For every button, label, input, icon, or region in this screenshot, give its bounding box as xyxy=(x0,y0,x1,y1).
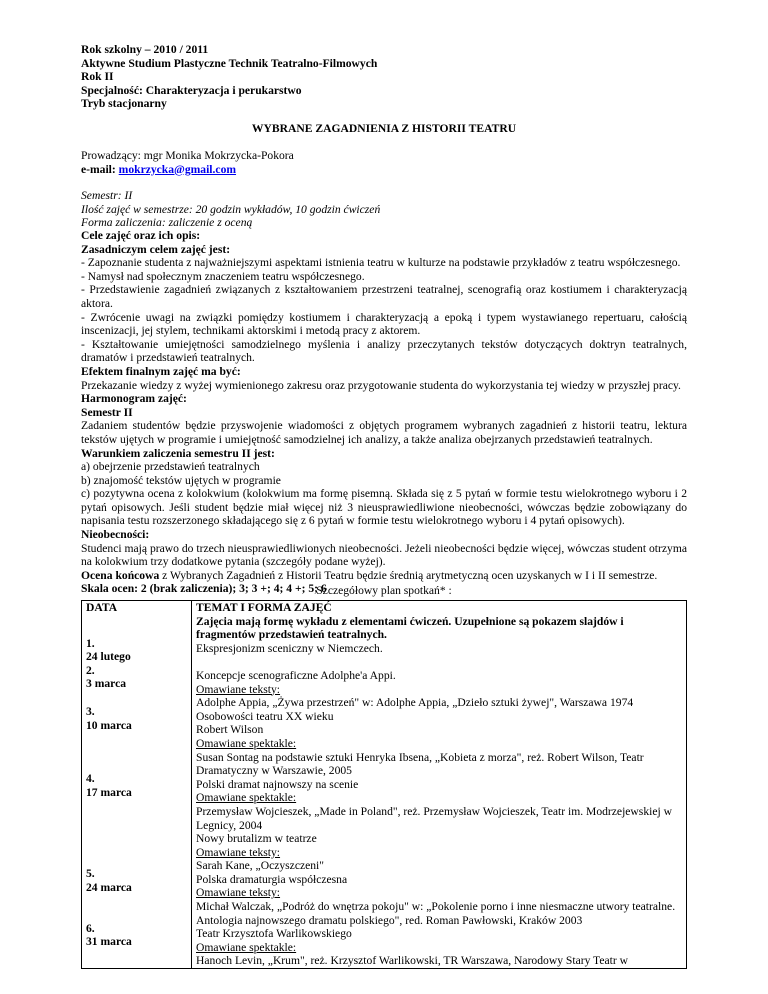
topic-column xyxy=(192,601,687,969)
meeting-plan-table xyxy=(81,600,687,969)
topic-line: Michał Walczak, „Podróż do wnętrza pokoju" w: „Pokolenie porno i inne niesmaczne utwory teatralne. Antologia najnowszego dramatu polskiego", red. Roman Pawłowski, Kraków 2003 xyxy=(196,900,676,927)
assessment-form: Forma zaliczenia: zaliczenie z oceną xyxy=(81,216,253,230)
topic-column-header: TEMAT I FORMA ZAJĘĆ xyxy=(196,601,332,614)
date-column-header: DATA xyxy=(86,601,118,614)
goal-item: - Namysł nad społecznym znaczeniem teatru współczesnego. xyxy=(81,269,365,283)
topic-line: Polska dramaturgia współczesna xyxy=(196,872,348,886)
topic-subheading: Omawiane spektakle: xyxy=(196,736,297,750)
study-mode: Tryb stacjonarny xyxy=(81,97,167,111)
meeting-number: 3. xyxy=(86,704,95,718)
topic-line: Nowy brutalizm w teatrze xyxy=(196,832,317,846)
requirement-item: a) obejrzenie przedstawień teatralnych xyxy=(81,460,260,474)
email-label: e-mail: xyxy=(81,162,119,176)
table-row xyxy=(82,601,687,969)
date-entry xyxy=(86,772,187,799)
goal-item: - Zwrócenie uwagi na związki pomiędzy kostiumem i charakteryzacją a epoką i typem wystawianego repertuaru, całością inscenizacji, jej stylem, technikami aktorskimi i metodą pracy z aktorem. xyxy=(81,310,687,338)
document-header xyxy=(81,43,687,111)
date-entry xyxy=(86,637,187,664)
year-of-study: Rok II xyxy=(81,70,114,84)
school-name: Aktywne Studium Plastyczne Technik Teatralno-Filmowych xyxy=(81,56,378,70)
topic-line: Ekspresjonizm sceniczny w Niemczech. xyxy=(196,641,383,655)
absences-heading: Nieobecności: xyxy=(81,528,150,542)
topic-subheading: Omawiane teksty: xyxy=(196,886,281,900)
requirement-item: c) pozytywna ocena z kolokwium (kolokwium ma formę pisemną. Składa się z 5 pytań w formie testu wielokrotnego wyboru i 2 pytań opisowych. Jeśli student będzie miał więcej niż 3 nieusprawiedliwione nieobecności, wówczas będzie zobowiązany do napisania testu rozszerzonego składającego się z 6 pytań w formie testu wielokrotnego wyboru i 4 pytań opisowych). xyxy=(81,487,687,528)
semester-hours: Ilość zajęć w semestrze: 20 godzin wykładów, 10 godzin ćwiczeń xyxy=(81,202,381,216)
topic-line: Koncepcje scenograficzne Adolphe'a Appi. xyxy=(196,668,396,682)
effect-text: Przekazanie wiedzy z wyżej wymienionego zakresu oraz przygotowanie studenta do wykorzystania tej wiedzy w przyszłej pracy. xyxy=(81,378,681,392)
topic-line: Polski dramat najnowszy na scenie xyxy=(196,777,359,791)
specialty: Specjalność: Charakteryzacja i perukarstwo xyxy=(81,83,302,97)
date-entry xyxy=(86,705,187,732)
topic-spacer xyxy=(196,655,682,669)
goal-item: - Zapoznanie studenta z najważniejszymi aspektami istnienia teatru w kulturze na podstawie przykładów z teatru współczesnego. xyxy=(81,256,681,270)
topic-line: Susan Sontag na podstawie sztuki Henryka Ibsena, „Kobieta z morza", reż. Robert Wilson, Teatr Dramatyczny w Warszawie, 2005 xyxy=(196,750,644,778)
topic-line: Teatr Krzysztofa Warlikowskiego xyxy=(196,927,352,941)
topic-line: Sarah Kane, „Oczyszczeni" xyxy=(196,859,325,873)
topic-line: Adolphe Appia, „Żywa przestrzeń" w: Adolphe Appia, „Dzieło sztuki żywej", Warszawa 1974 xyxy=(196,696,634,710)
meeting-date: 3 marca xyxy=(86,677,127,691)
course-description xyxy=(81,229,687,596)
meeting-number: 1. xyxy=(86,636,95,650)
semester-info xyxy=(81,189,687,230)
requirements-heading: Warunkiem zaliczenia semestru II jest: xyxy=(81,446,275,460)
semester-heading: Semestr II xyxy=(81,405,133,419)
plan-caption: Szczegółowy plan spotkań* : xyxy=(316,584,452,597)
course-title: WYBRANE ZAGADNIENIA Z HISTORII TEATRU xyxy=(251,122,517,135)
final-grade-label: Ocena końcowa xyxy=(81,568,160,582)
meeting-date: 17 marca xyxy=(86,785,132,799)
date-entry xyxy=(86,867,187,894)
date-entry xyxy=(86,922,187,949)
final-grade-text: z Wybranych Zagadnień z Historii Teatru będzie średnią arytmetyczną ocen uzyskanych w I i II semestrze. xyxy=(159,568,658,582)
topic-subheading: Omawiane spektakle: xyxy=(196,791,297,805)
absences-text: Studenci mają prawo do trzech nieusprawiedliwionych nieobecności. Jeżeli nieobecności będzie więcej, wówczas student otrzyma na kolokwium trzy dodatkowe pytania (szczegóły podane wyżej). xyxy=(81,541,687,569)
effect-heading: Efektem finalnym zajęć ma być: xyxy=(81,364,241,378)
goals-heading: Cele zajęć oraz ich opis: xyxy=(81,229,201,242)
grade-scale: Skala ocen: 2 (brak zaliczenia); 3; 3 +; 4; 4 +; 5; 6 xyxy=(81,582,327,596)
meeting-number: 4. xyxy=(86,772,95,786)
meeting-number: 6. xyxy=(86,921,95,935)
topic-line: Osobowości teatru XX wieku xyxy=(196,709,334,723)
topic-subheading: Omawiane teksty: xyxy=(196,682,281,696)
lecturer-block xyxy=(81,149,687,176)
email-link[interactable]: mokrzycka@gmail.com xyxy=(118,162,237,176)
topic-line: Hanoch Levin, „Krum", reż. Krzysztof Warlikowski, TR Warszawa, Narodowy Stary Teatr w xyxy=(196,954,628,968)
schedule-text: Zadaniem studentów będzie przyswojenie wiadomości z objętych programem wybranych zagadnień z historii teatru, lektura tekstów ujętych w programie i umiejętność samodzielnej ich analizy, a także analiza obejrzanych przedstawień teatralnych. xyxy=(81,419,687,446)
email-line xyxy=(81,163,687,177)
main-goal-heading: Zasadniczym celem zajęć jest: xyxy=(81,242,231,256)
schedule-heading: Harmonogram zajęć: xyxy=(81,392,187,406)
meeting-date: 24 marca xyxy=(86,880,132,894)
school-year: Rok szkolny – 2010 / 2011 xyxy=(81,43,209,56)
goal-item: - Przedstawienie zagadnień związanych z kształtowaniem przestrzeni teatralnej, scenografią oraz kostiumem i charakteryzacją aktora. xyxy=(81,283,687,310)
topic-line: Przemysław Wojcieszek, „Made in Poland", reż. Przemysław Wojcieszek, Teatr im. Modrzejewskiej w Legnicy, 2004 xyxy=(196,804,672,832)
date-entry xyxy=(86,664,187,691)
meeting-number: 2. xyxy=(86,663,95,677)
date-column xyxy=(82,601,192,969)
topic-subheading: Omawiane spektakle: xyxy=(196,940,297,954)
topic-subheading: Omawiane teksty: xyxy=(196,845,281,859)
meeting-number: 5. xyxy=(86,867,95,881)
semester-number: Semestr: II xyxy=(81,189,133,202)
topic-line: Robert Wilson xyxy=(196,723,264,737)
requirement-item: b) znajomość tekstów ujętych w programie xyxy=(81,473,281,487)
lecturer-name: Prowadzący: mgr Monika Mokrzycka-Pokora xyxy=(81,149,294,162)
meeting-date: 31 marca xyxy=(86,935,132,949)
meeting-date: 24 lutego xyxy=(86,650,131,664)
goal-item: - Kształtowanie umiejętności samodzielnego myślenia i analizy przeczytanych tekstów dotyczących doktryn teatralnych, dramatów i przedstawień teatralnych. xyxy=(81,337,687,365)
plan-intro: Zajęcia mają formę wykładu z elementami ćwiczeń. Uzupełnione są pokazem slajdów i fragmentów przedstawień teatralnych. xyxy=(196,614,624,642)
final-grade-line xyxy=(81,569,687,583)
meeting-date: 10 marca xyxy=(86,718,132,732)
